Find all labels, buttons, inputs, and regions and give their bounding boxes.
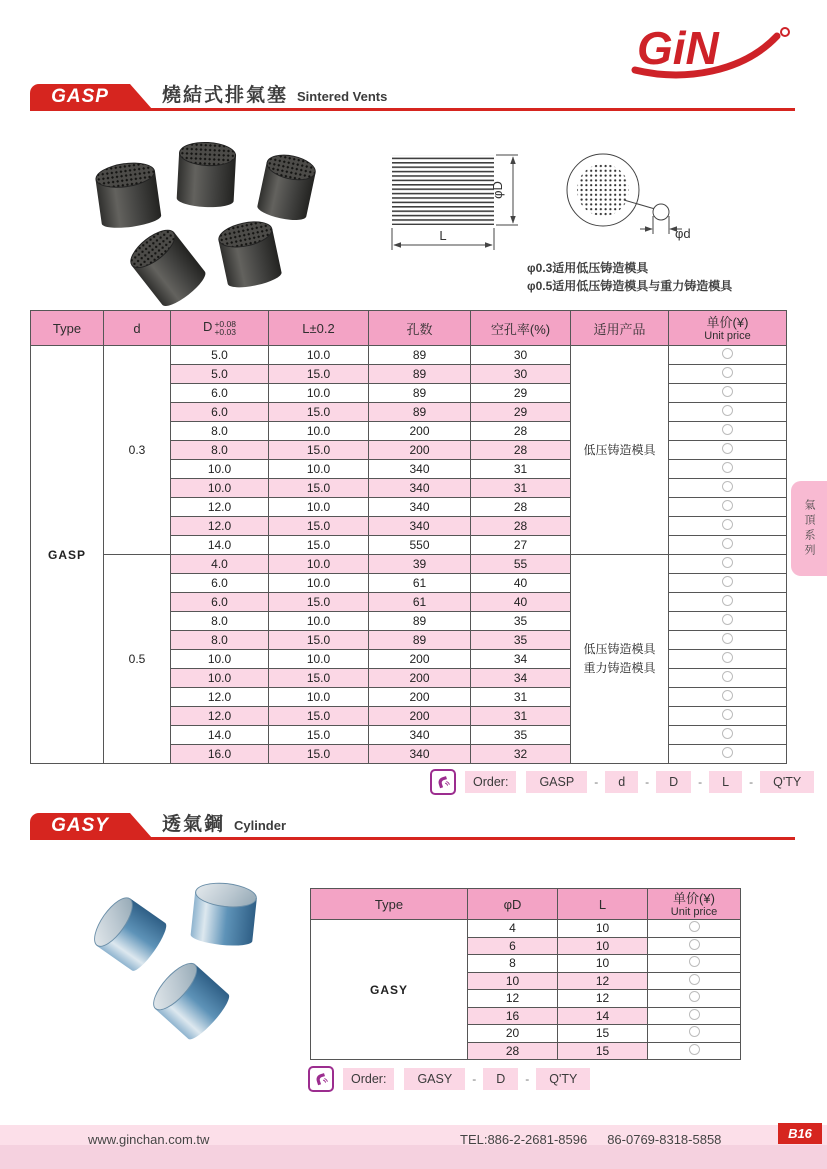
spec-cell: 28: [471, 498, 571, 517]
spec-cell: 35: [471, 726, 571, 745]
gasy-title-en: Cylinder: [234, 818, 287, 833]
unit-price-cell: [669, 612, 787, 631]
order-dash: -: [594, 775, 599, 789]
col-header-price: 单价(¥) Unit price: [669, 311, 787, 346]
col-header-D: D +0.08 +0.03: [171, 311, 269, 346]
spec-cell: 200: [369, 441, 471, 460]
spec-cell: 200: [369, 707, 471, 726]
unit-price-cell: [669, 422, 787, 441]
spec-cell: 15.0: [269, 479, 369, 498]
unit-price-cell: [669, 593, 787, 612]
gin-logo: [625, 20, 803, 84]
spec-cell: 12: [558, 972, 648, 990]
cylinder-image: [87, 891, 171, 974]
price-circle-icon: [722, 614, 733, 625]
spec-cell: 10: [468, 972, 558, 990]
spec-cell: 10: [558, 955, 648, 973]
gasp-banner-label: GASP: [30, 84, 130, 109]
price-circle-icon: [722, 690, 733, 701]
price-circle-icon: [722, 348, 733, 359]
spec-cell: 10.0: [269, 422, 369, 441]
spec-cell: 12.0: [171, 517, 269, 536]
spec-cell: 15.0: [269, 631, 369, 650]
spec-cell: 340: [369, 479, 471, 498]
footer-website: www.ginchan.com.tw: [88, 1132, 210, 1147]
spec-cell: 28: [468, 1042, 558, 1060]
price-circle-icon: [722, 462, 733, 473]
spec-cell: 10.0: [269, 346, 369, 365]
spec-cell: 61: [369, 593, 471, 612]
gasp-order-row: [430, 769, 814, 795]
order-label: Order:: [343, 1068, 394, 1090]
spec-cell: 10.0: [171, 479, 269, 498]
price-circle-icon: [722, 671, 733, 682]
gasp-header-rule: [30, 108, 795, 111]
spec-cell: 4.0: [171, 555, 269, 574]
col-header-type: Type: [311, 889, 468, 920]
price-circle-icon: [689, 1044, 700, 1055]
spec-cell: 200: [369, 422, 471, 441]
col-header-price: 单价(¥) Unit price: [648, 889, 741, 920]
gasy-header-rule: [30, 837, 795, 840]
spec-cell: 10.0: [269, 460, 369, 479]
footer: [0, 1125, 827, 1169]
gasp-table-body: [31, 346, 787, 764]
gasp-d-cell: 0.5: [104, 555, 171, 764]
spec-cell: 6.0: [171, 403, 269, 422]
spec-cell: 12.0: [171, 688, 269, 707]
gasp-type-cell: GASP: [31, 346, 104, 764]
gasy-banner: [30, 813, 152, 838]
spec-cell: 28: [471, 517, 571, 536]
spec-cell: 15: [558, 1042, 648, 1060]
spec-cell: 10.0: [269, 555, 369, 574]
col-header-type: Type: [31, 311, 104, 346]
spec-cell: 15.0: [269, 726, 369, 745]
table-row: [31, 555, 787, 574]
series-side-tab: [791, 481, 827, 576]
price-circle-icon: [722, 405, 733, 416]
order-dash: -: [698, 775, 703, 789]
order-dash: -: [645, 775, 650, 789]
spec-cell: 8.0: [171, 612, 269, 631]
spec-cell: 6: [468, 937, 558, 955]
order-part-box: Q'TY: [536, 1068, 590, 1090]
logo-registered-icon: [781, 28, 789, 36]
price-circle-icon: [722, 424, 733, 435]
spec-cell: 4: [468, 920, 558, 938]
cylinder-image: [146, 956, 234, 1043]
table-row: [31, 346, 787, 365]
price-circle-icon: [722, 652, 733, 663]
spec-cell: 550: [369, 536, 471, 555]
spec-cell: 10.0: [171, 460, 269, 479]
col-header-L: L: [558, 889, 648, 920]
col-header-porosity: 空孔率(%): [471, 311, 571, 346]
unit-price-cell: [669, 650, 787, 669]
order-dash: -: [749, 775, 754, 789]
unit-price-cell: [648, 972, 741, 990]
unit-price-cell: [648, 955, 741, 973]
order-part-box: GASY: [404, 1068, 465, 1090]
price-circle-icon: [722, 633, 733, 644]
price-circle-icon: [689, 939, 700, 950]
unit-price-cell: [669, 688, 787, 707]
spec-cell: 31: [471, 479, 571, 498]
spec-cell: 89: [369, 631, 471, 650]
price-circle-icon: [722, 747, 733, 758]
spec-cell: 89: [369, 365, 471, 384]
sintered-vent-image: [216, 217, 283, 291]
spec-cell: 10.0: [269, 650, 369, 669]
price-circle-icon: [722, 443, 733, 454]
spec-cell: 30: [471, 365, 571, 384]
spec-cell: 16: [468, 1007, 558, 1025]
spec-cell: 35: [471, 631, 571, 650]
unit-price-cell: [669, 403, 787, 422]
spec-cell: 340: [369, 745, 471, 764]
spec-cell: 15.0: [269, 403, 369, 422]
spec-cell: 89: [369, 612, 471, 631]
spec-cell: 10.0: [171, 669, 269, 688]
page-number-badge: B16: [778, 1123, 822, 1144]
unit-price-cell: [669, 726, 787, 745]
spec-cell: 61: [369, 574, 471, 593]
spec-cell: 6.0: [171, 593, 269, 612]
unit-price-cell: [648, 1007, 741, 1025]
spec-cell: 10: [558, 920, 648, 938]
gasy-order-row: [308, 1066, 590, 1092]
spec-cell: 10.0: [269, 498, 369, 517]
spec-cell: 15.0: [269, 517, 369, 536]
gasp-technical-diagram: [378, 140, 708, 265]
order-part-box: GASP: [526, 771, 587, 793]
spec-cell: 31: [471, 460, 571, 479]
spec-cell: 28: [471, 422, 571, 441]
gasy-title-zh: 透氣鋼: [162, 814, 226, 835]
dim-label-diameter: φD: [490, 181, 505, 199]
gasy-banner-label: GASY: [30, 813, 130, 838]
gasp-title-zh: 燒結式排氣塞: [162, 85, 289, 106]
price-circle-icon: [722, 519, 733, 530]
spec-cell: 12: [468, 990, 558, 1008]
unit-price-cell: [669, 498, 787, 517]
unit-price-cell: [648, 920, 741, 938]
price-circle-icon: [722, 481, 733, 492]
spec-cell: 55: [471, 555, 571, 574]
spec-cell: 10.0: [269, 688, 369, 707]
gasy-header-row: [311, 889, 741, 920]
unit-price-cell: [648, 937, 741, 955]
spec-cell: 28: [471, 441, 571, 460]
unit-price-cell: [669, 384, 787, 403]
spec-cell: 340: [369, 460, 471, 479]
order-part-box: D: [656, 771, 691, 793]
spec-cell: 34: [471, 650, 571, 669]
gasy-section-header: [30, 813, 795, 840]
spec-cell: 12: [558, 990, 648, 1008]
note-line: φ0.5适用低压铸造模具与重力铸造模具: [527, 279, 733, 293]
gasp-header-row: [31, 311, 787, 346]
gasp-application-cell: 低压铸造模具 重力铸造模具: [571, 555, 669, 764]
unit-price-cell: [669, 536, 787, 555]
spec-cell: 15.0: [269, 536, 369, 555]
price-circle-icon: [722, 595, 733, 606]
spec-cell: 27: [471, 536, 571, 555]
spec-cell: 15.0: [269, 707, 369, 726]
gasy-banner-slant: [130, 813, 152, 838]
spec-cell: 15.0: [269, 669, 369, 688]
spec-cell: 89: [369, 403, 471, 422]
order-part-box: L: [709, 771, 742, 793]
unit-price-cell: [669, 745, 787, 764]
price-circle-icon: [689, 1026, 700, 1037]
unit-price-cell: [648, 1042, 741, 1060]
gasp-notes: [527, 259, 732, 295]
order-dash: -: [472, 1072, 477, 1086]
spec-cell: 20: [468, 1025, 558, 1043]
price-circle-icon: [722, 500, 733, 511]
dim-label-length: L: [439, 228, 447, 243]
col-header-D: φD: [468, 889, 558, 920]
unit-price-cell: [669, 669, 787, 688]
footer-telephone: TEL:886-2-2681-8596 86-0769-8318-5858: [460, 1132, 722, 1147]
spec-cell: 35: [471, 612, 571, 631]
gasp-title-en: Sintered Vents: [297, 89, 388, 104]
spec-cell: 29: [471, 403, 571, 422]
unit-price-cell: [669, 460, 787, 479]
spec-cell: 10.0: [269, 384, 369, 403]
spec-cell: 6.0: [171, 384, 269, 403]
unit-price-cell: [669, 517, 787, 536]
price-circle-icon: [722, 367, 733, 378]
spec-cell: 31: [471, 707, 571, 726]
spec-cell: 8: [468, 955, 558, 973]
spec-cell: 14.0: [171, 726, 269, 745]
order-part-box: Q'TY: [760, 771, 814, 793]
gasy-type-cell: GASY: [311, 920, 468, 1060]
gasy-table-body: [311, 920, 741, 1060]
price-circle-icon: [722, 728, 733, 739]
sintered-vent-image: [256, 151, 318, 224]
spec-cell: 8.0: [171, 422, 269, 441]
col-header-holes: 孔数: [369, 311, 471, 346]
spec-cell: 5.0: [171, 346, 269, 365]
unit-price-cell: [669, 441, 787, 460]
phone-icon: [430, 769, 456, 795]
col-header-application: 适用产品: [571, 311, 669, 346]
spec-cell: 12.0: [171, 498, 269, 517]
unit-price-cell: [669, 346, 787, 365]
spec-cell: 340: [369, 726, 471, 745]
series-side-tab-label: 氣頂系列: [803, 498, 815, 559]
spec-cell: 34: [471, 669, 571, 688]
price-circle-icon: [722, 538, 733, 549]
spec-cell: 5.0: [171, 365, 269, 384]
spec-cell: 89: [369, 346, 471, 365]
spec-cell: 8.0: [171, 441, 269, 460]
spec-cell: 16.0: [171, 745, 269, 764]
col-header-L: L±0.2: [269, 311, 369, 346]
gasy-order-parts: [404, 1068, 590, 1090]
spec-cell: 15.0: [269, 593, 369, 612]
unit-price-cell: [669, 707, 787, 726]
spec-cell: 6.0: [171, 574, 269, 593]
spec-cell: 200: [369, 669, 471, 688]
spec-cell: 200: [369, 650, 471, 669]
sintered-vent-image: [124, 223, 210, 311]
price-circle-icon: [722, 709, 733, 720]
price-circle-icon: [689, 921, 700, 932]
gasp-banner-slant: [130, 84, 152, 109]
spec-cell: 30: [471, 346, 571, 365]
gasp-application-cell: 低压铸造模具: [571, 346, 669, 555]
spec-cell: 39: [369, 555, 471, 574]
spec-cell: 12.0: [171, 707, 269, 726]
face-view-holes: [577, 164, 629, 216]
price-circle-icon: [722, 576, 733, 587]
spec-cell: 15.0: [269, 745, 369, 764]
unit-price-cell: [669, 365, 787, 384]
order-dash: -: [525, 1072, 530, 1086]
unit-price-cell: [669, 555, 787, 574]
spec-cell: 200: [369, 688, 471, 707]
side-view: [392, 155, 494, 225]
table-row: [311, 920, 741, 938]
order-part-box: d: [605, 771, 638, 793]
spec-cell: 340: [369, 498, 471, 517]
col-header-d: d: [104, 311, 171, 346]
spec-cell: 10: [558, 937, 648, 955]
spec-cell: 40: [471, 574, 571, 593]
spec-cell: 31: [471, 688, 571, 707]
spec-cell: 10.0: [269, 612, 369, 631]
spec-cell: 15.0: [269, 441, 369, 460]
price-circle-icon: [689, 956, 700, 967]
spec-cell: 29: [471, 384, 571, 403]
spec-cell: 14: [558, 1007, 648, 1025]
unit-price-cell: [648, 1025, 741, 1043]
price-circle-icon: [722, 557, 733, 568]
unit-price-cell: [669, 574, 787, 593]
spec-cell: 340: [369, 517, 471, 536]
logo-text: GiN: [637, 22, 719, 74]
gasp-section-header: [30, 84, 795, 111]
order-label: Order:: [465, 771, 516, 793]
gasp-banner: [30, 84, 152, 109]
gasp-d-cell: 0.3: [104, 346, 171, 555]
spec-cell: 40: [471, 593, 571, 612]
unit-price-cell: [669, 631, 787, 650]
hole-detail: [653, 204, 669, 220]
cylinder-image: [190, 880, 258, 948]
spec-cell: 89: [369, 384, 471, 403]
spec-cell: 15: [558, 1025, 648, 1043]
unit-price-cell: [669, 479, 787, 498]
price-circle-icon: [689, 974, 700, 985]
spec-cell: 14.0: [171, 536, 269, 555]
dim-label-hole: φd: [675, 226, 691, 241]
sintered-vent-image: [94, 159, 162, 231]
price-circle-icon: [689, 991, 700, 1002]
spec-cell: 32: [471, 745, 571, 764]
unit-price-cell: [648, 990, 741, 1008]
spec-cell: 10.0: [171, 650, 269, 669]
price-circle-icon: [722, 386, 733, 397]
gasy-spec-table: [310, 888, 741, 1060]
sintered-vent-image: [176, 141, 236, 209]
price-circle-icon: [689, 1009, 700, 1020]
spec-cell: 10.0: [269, 574, 369, 593]
spec-cell: 8.0: [171, 631, 269, 650]
phone-icon: [308, 1066, 334, 1092]
gasp-order-parts: [526, 771, 814, 793]
gasp-spec-table: [30, 310, 787, 764]
order-part-box: D: [483, 1068, 518, 1090]
spec-cell: 15.0: [269, 365, 369, 384]
note-line: φ0.3适用低压铸造模具: [527, 261, 649, 275]
